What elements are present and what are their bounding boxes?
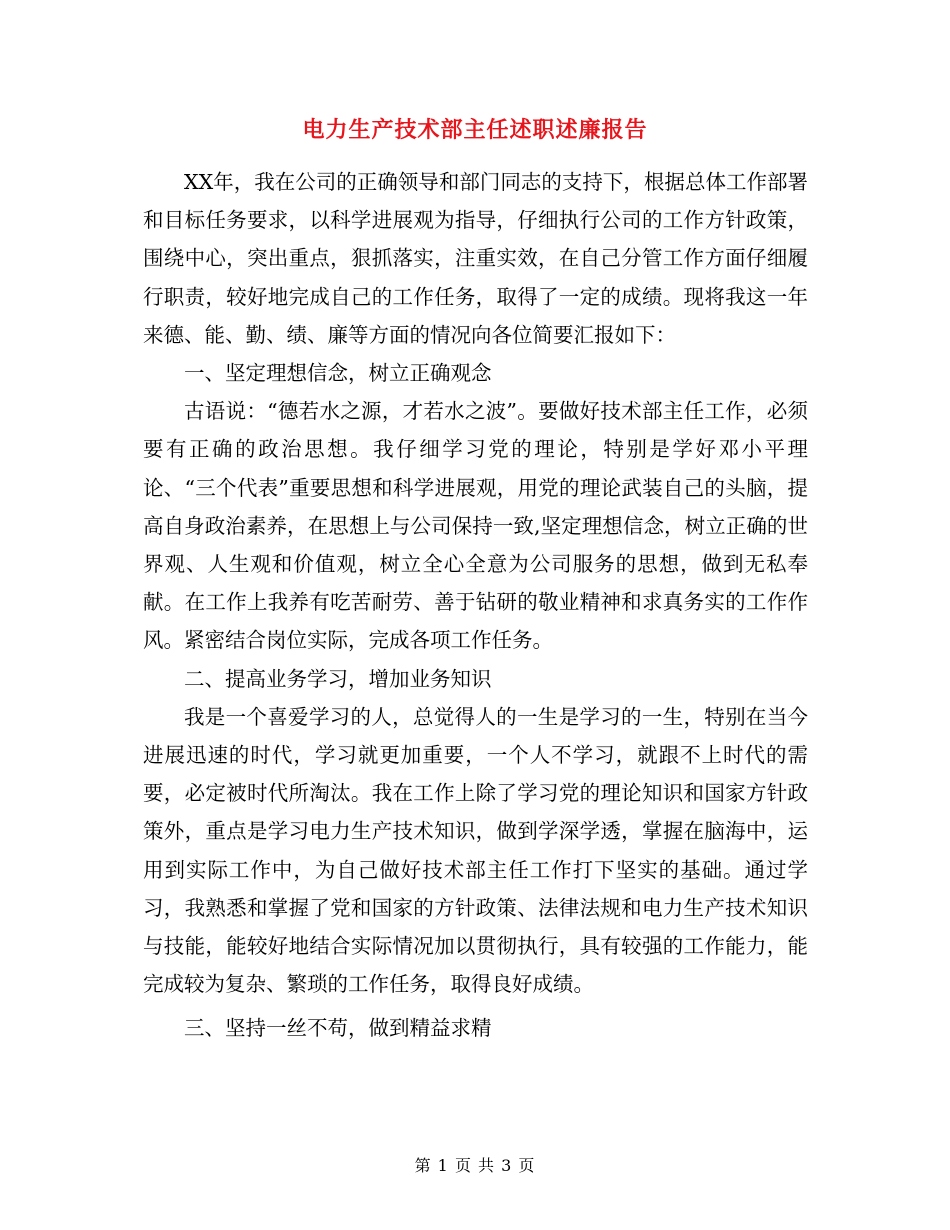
section-heading-1: 一、坚定理想信念，树立正确观念: [184, 361, 492, 386]
document-title: 电力生产技术部主任述职述廉报告: [302, 117, 648, 143]
intro-paragraph: XX年，我在公司的正确领导和部门同志的支持下，根据总体工作部署和目标任务要求，以科学进展观为指导，仔细执行公司的工作方针政策，围绕中心，突出重点，狠抓落实，注重实效，在自己分管工作方面仔细履行职责，较好地完成自己的工作任务，取得了一定的成绩。现将我这一年来德、能、勤、绩、廉等方面的情况向各位简要汇报如下：: [143, 170, 808, 347]
section-heading-3: 三、坚持一丝不苟，做到精益求精: [184, 1016, 492, 1041]
section-paragraph-2: 我是一个喜爱学习的人，总觉得人的一生是学习的一生，特别在当今进展迅速的时代，学习就更加重要，一个人不学习，就跟不上时代的需要，必定被时代所淘汰。我在工作上除了学习党的理论知识和国家方针政策外，重点是学习电力生产技术知识，做到学深学透，掌握在脑海中，运用到实际工作中，为自己做好技术部主任工作打下坚实的基础。通过学习，我熟悉和掌握了党和国家的方针政策、法律法规和电力生产技术知识与技能，能较好地结合实际情况加以贯彻执行，具有较强的工作能力，能完成较为复杂、繁琐的工作任务，取得良好成绩。: [143, 704, 808, 997]
document-body: [143, 163, 808, 1048]
section-paragraph-1: 古语说：“德若水之源，才若水之波”。要做好技术部主任工作，必须要有正确的政治思想。我仔细学习党的理论，特别是学好邓小平理论、“三个代表”重要思想和科学进展观，用党的理论武装自己的头脑，提高自身政治素养，在思想上与公司保持一致,坚定理想信念，树立正确的世界观、人生观和价值观，树立全心全意为公司服务的思想，做到无私奉献。在工作上我养有吃苦耐劳、善于钻研的敬业精神和求真务实的工作作风。紧密结合岗位实际，完成各项工作任务。: [143, 399, 808, 653]
section-heading-2: 二、提高业务学习，增加业务知识: [184, 666, 492, 691]
page-number-footer: 第 1 页 共 3 页: [414, 1156, 536, 1175]
